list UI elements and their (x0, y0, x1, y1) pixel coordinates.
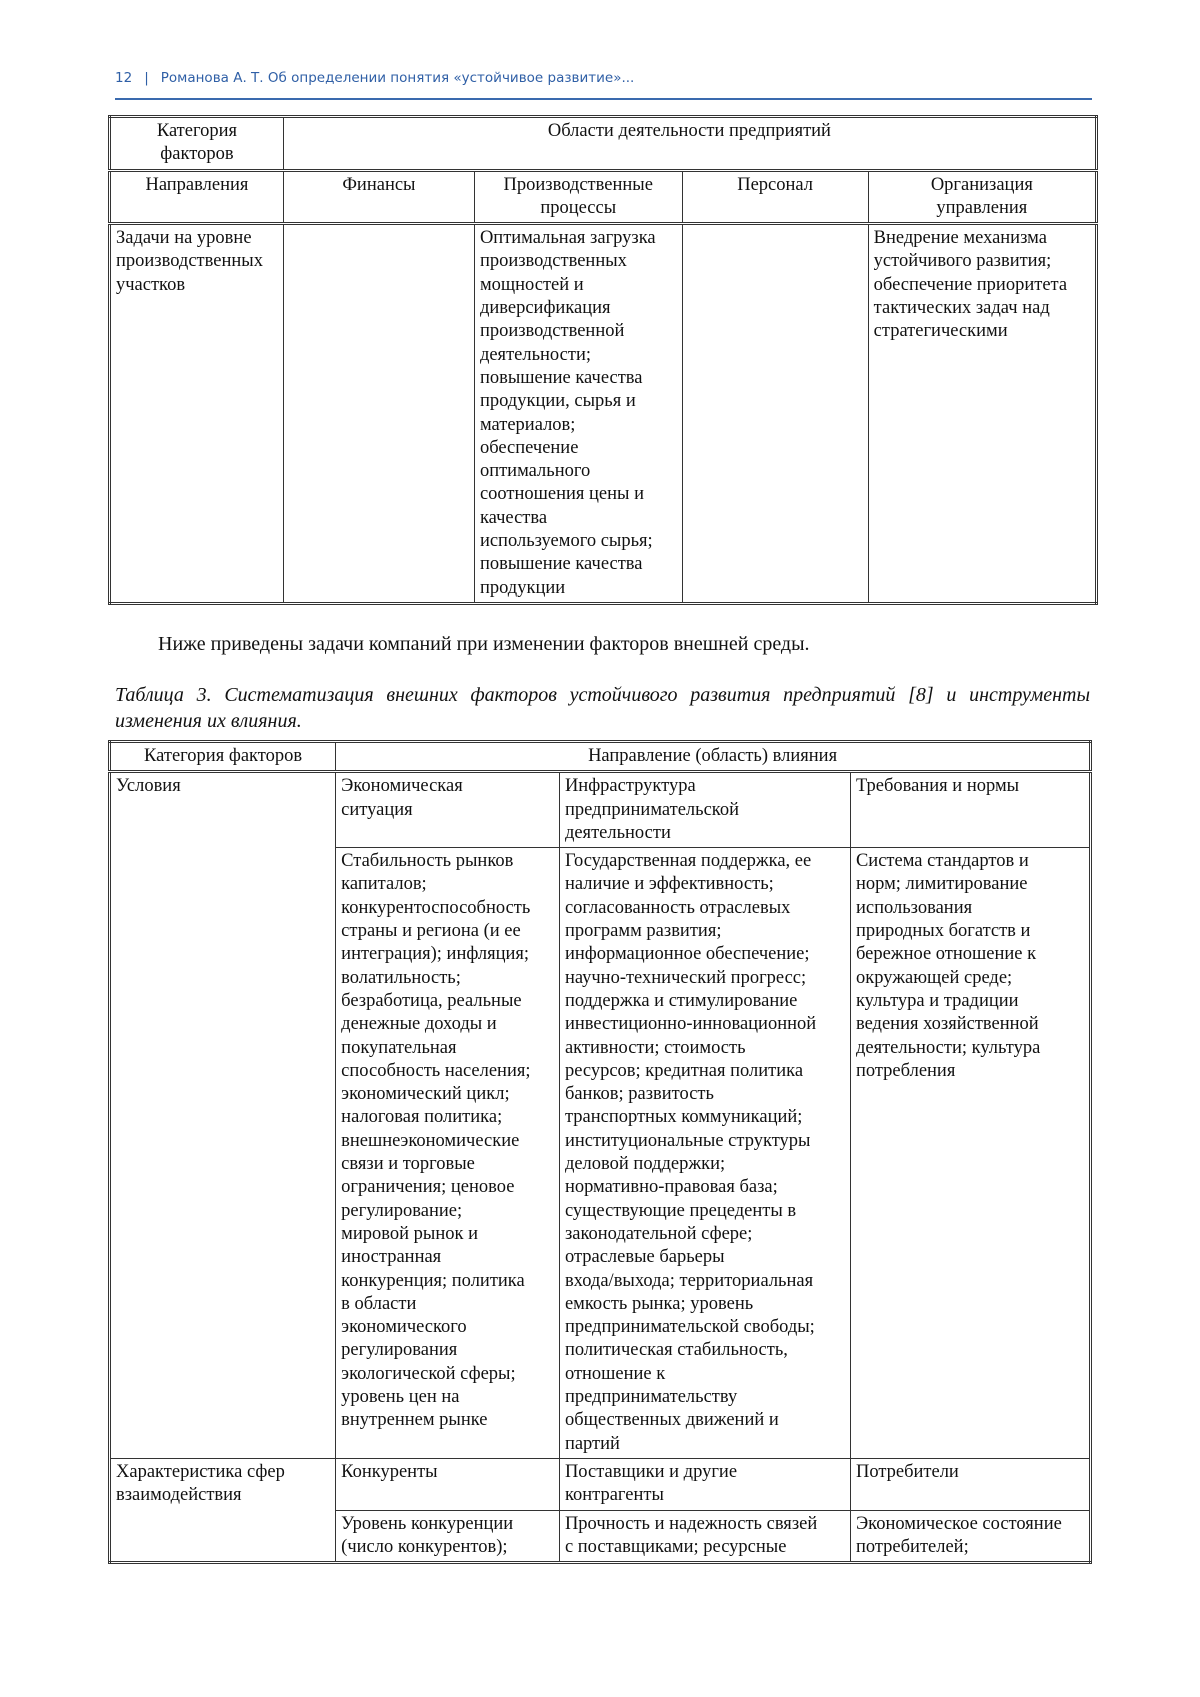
table-header-row (110, 742, 1091, 772)
running-header (115, 70, 634, 86)
table-cell: Система стандартов и норм; лимитирование использования природных богатств и бережное отношение к окружающей среде; культура и традиции ведения хозяйственной деятельности; культура потребления (850, 848, 1090, 1459)
header-cell: Производственные процессы (474, 170, 682, 224)
table-cell (682, 224, 868, 604)
header-cell: Категория факторов (110, 742, 336, 772)
header-cell: Направления (110, 170, 284, 224)
header-cell: Организация управления (868, 170, 1096, 224)
table-cell: Внедрение механизма устойчивого развития; обеспечение приоритета тактических задач над стратегическими (868, 224, 1096, 604)
table-cell: Задачи на уровне производственных участков (110, 224, 284, 604)
header-cell: Направление (область) влияния (336, 742, 1091, 772)
header-cell: Области деятельности предприятий (283, 117, 1096, 171)
table-header-row (110, 117, 1097, 171)
table-cell: Оптимальная загрузка производственных мощностей и диверсификация производственной деятельности; повышение качества продукции, сырья и материалов; обеспечение оптимального соотношения цены и качества используемого сырья; повышение качества продукции (474, 224, 682, 604)
header-rule (115, 98, 1092, 100)
table-cell: Прочность и надежность связей с поставщиками; ресурсные (559, 1510, 850, 1563)
category-cell: Условия (110, 772, 336, 1459)
table-cell: Экономическое состояние потребителей; (850, 1510, 1090, 1563)
table-cell (283, 224, 474, 604)
category-cell: Характеристика сфер взаимодействия (110, 1458, 336, 1562)
subhead-cell: Конкуренты (336, 1458, 560, 1510)
running-title: Романова А. Т. Об определении понятия «устойчивое развитие»... (160, 70, 635, 86)
subhead-cell: Экономическая ситуация (336, 772, 560, 848)
table-cell: Стабильность рынков капиталов; конкурентоспособность страны и региона (и ее интеграция); инфляция; волатильность; безработица, реальные денежные доходы и покупательная способность населения; экономический цикл; налоговая политика; внешнеэкономические связи и торговые ограничения; ценовое регулирование; мировой рынок и иностранная конкуренция; политика в области экономического регулирования экологической сферы; уровень цен на внутреннем рынке (336, 848, 560, 1459)
subhead-cell: Потребители (850, 1458, 1090, 1510)
header-cell: Персонал (682, 170, 868, 224)
subhead-cell: Требования и нормы (850, 772, 1090, 848)
body-paragraph: Ниже приведены задачи компаний при изменении факторов внешней среды. (158, 633, 810, 655)
header-cell: Категория факторов (110, 117, 284, 171)
table-cell: Уровень конкуренции (число конкурентов); (336, 1510, 560, 1563)
header-separator: | (144, 70, 149, 86)
header-cell: Финансы (283, 170, 474, 224)
table-external-factors (108, 740, 1092, 1564)
table-row (110, 1458, 1091, 1510)
table-header-row (110, 170, 1097, 224)
table-enterprise-areas (108, 115, 1098, 605)
table-caption: Таблица 3. Систематизация внешних факторов устойчивого развития предприятий [8] и инструменты изменения их влияния. (115, 684, 1090, 732)
subhead-cell: Поставщики и другие контрагенты (559, 1458, 850, 1510)
subhead-cell: Инфраструктура предпринимательской деятельности (559, 772, 850, 848)
page-number: 12 (115, 70, 133, 86)
table-cell: Государственная поддержка, ее наличие и эффективность; согласованность отраслевых программ развития; информационное обеспечение; научно-технический прогресс; поддержка и стимулирование инвестиционно-инновационной активности; стоимость ресурсов; кредитная политика банков; развитость транспортных коммуникаций; институциональные структуры деловой поддержки; нормативно-правовая база; существующие прецеденты в законодательной сфере; отраслевые барьеры входа/выхода; территориальная емкость рынка; уровень предпринимательской свободы; политическая стабильность, отношение к предпринимательству общественных движений и партий (559, 848, 850, 1459)
table-row (110, 224, 1097, 604)
table-row (110, 772, 1091, 848)
